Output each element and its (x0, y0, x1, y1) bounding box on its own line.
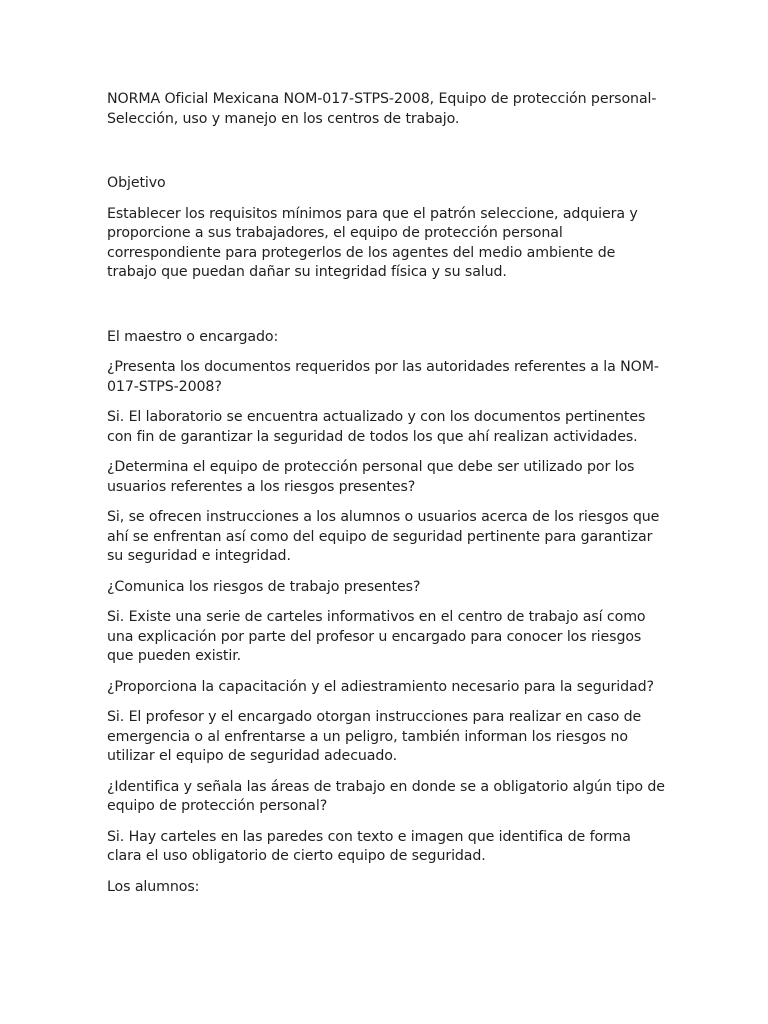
question-1: ¿Presenta los documentos requeridos por las autoridades referentes a la NOM- 017-STPS-2008? (107, 359, 659, 395)
answer-4: Si. El profesor y el encargado otorgan instrucciones para realizar en caso de emergencia o al enfrentarse a un peligro, también informan los riesgos no utilizar el equipo de seguridad adecuado. (107, 709, 642, 764)
answer-5: Si. Hay carteles en las paredes con texto e imagen que identifica de forma clara el uso obligatorio de cierto equipo de seguridad. (107, 828, 631, 864)
answer-3: Si. Existe una serie de carteles informativos en el centro de trabajo así como una explicación por parte del profesor u encargado para conocer los riesgos que pueden existir. (107, 609, 646, 664)
question-4: ¿Proporciona la capacitación y el adiestramiento necesario para la seguridad? (107, 678, 654, 695)
question-3: ¿Comunica los riesgos de trabajo presentes? (107, 578, 421, 595)
students-section-heading: Los alumnos: (107, 878, 200, 895)
objective-heading: Objetivo (107, 175, 166, 191)
answer-2: Si, se ofrecen instrucciones a los alumnos o usuarios acerca de los riesgos que ahí se enfrentan así como del equipo de seguridad pertinente para garantizar su seguridad e integridad. (107, 509, 660, 564)
document-title: NORMA Oficial Mexicana NOM-017-STPS-2008, Equipo de protección personal- Selección, uso y manejo en los centros de trabajo. (107, 91, 657, 127)
question-5: ¿Identifica y señala las áreas de trabajo en donde se a obligatorio algún tipo de equipo de protección personal? (107, 778, 665, 814)
question-2: ¿Determina el equipo de protección personal que debe ser utilizado por los usuarios referentes a los riesgos presentes? (107, 459, 635, 495)
answer-1: Si. El laboratorio se encuentra actualizado y con los documentos pertinentes con fin de garantizar la seguridad de todos los que ahí realizan actividades. (107, 409, 646, 445)
teacher-section-heading: El maestro o encargado: (107, 328, 279, 345)
document-page (107, 90, 667, 908)
objective-text: Establecer los requisitos mínimos para que el patrón seleccione, adquiera y proporcione a sus trabajadores, el equipo de protección personal correspondiente para protegerlos de los agentes del medio ambiente de trabajo que puedan dañar su integridad física y su salud. (107, 205, 638, 280)
